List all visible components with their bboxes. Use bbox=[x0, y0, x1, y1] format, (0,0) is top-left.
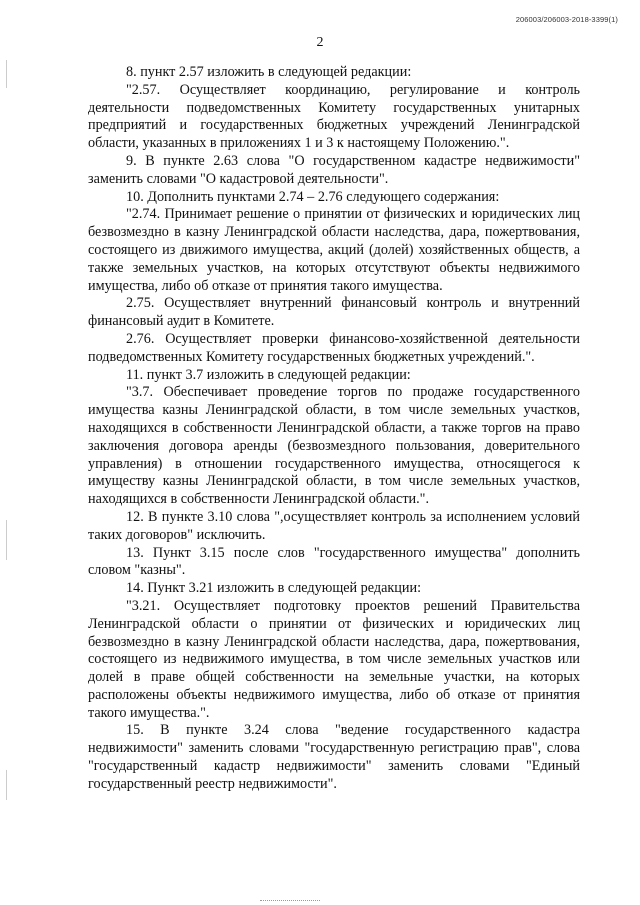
scan-bottom-mark bbox=[260, 900, 320, 903]
paragraph: "3.7. Обеспечивает проведение торгов по продаже государственного имущества казны Ленинградской области, в том числе земельных участков, находящихся в собственности Ленинградской области, а также торгов на право заключения договора аренды (безвозмездного пользования, доверительного управления) в отношении государственного имущества, относящегося к имуществу казны Ленинградской области, в том числе земельных участков, находящихся в собственности Ленинградской области.". bbox=[88, 384, 580, 508]
paragraph: 2.75. Осуществляет внутренний финансовый контроль и внутренний финансовый аудит в Комитете. bbox=[88, 295, 580, 330]
page-number: 2 bbox=[316, 35, 324, 50]
paragraph: 8. пункт 2.57 изложить в следующей редакции: bbox=[126, 64, 412, 80]
scan-edge-mark bbox=[6, 60, 7, 88]
scan-edge-mark bbox=[6, 770, 7, 800]
paragraph: 11. пункт 3.7 изложить в следующей редакции: bbox=[126, 366, 411, 383]
document-id: 206003/206003-2018-3399(1) bbox=[515, 15, 618, 24]
paragraph: 15. В пункте 3.24 слова "ведение государственного кадастра недвижимости" заменить словами "государственную регистрацию прав", слова "государственный кадастр недвижимости" заменить словами "Единый государственный реестр недвижимости". bbox=[88, 722, 580, 792]
paragraph: 12. В пункте 3.10 слова ",осуществляет контроль за исполнением условий таких договоров" исключить. bbox=[88, 508, 580, 543]
paragraph: 2.76. Осуществляет проверки финансово-хозяйственной деятельности подведомственных Комитету государственных бюджетных учреждений.". bbox=[88, 330, 580, 365]
paragraph: "2.57. Осуществляет координацию, регулирование и контроль деятельности подведомственных Комитету государственных унитарных предприятий и государственных бюджетных учреждений Ленинградской области, указанных в приложениях 1 и 3 к настоящему Положению.". bbox=[88, 81, 580, 152]
paragraph: 9. В пункте 2.63 слова "О государственном кадастре недвижимости" заменить словами "О кадастровой деятельности". bbox=[88, 152, 580, 187]
paragraph: 14. Пункт 3.21 изложить в следующей редакции: bbox=[126, 580, 422, 597]
paragraph: 10. Дополнить пунктами 2.74 – 2.76 следующего содержания: bbox=[126, 188, 500, 205]
paragraph: "3.21. Осуществляет подготовку проектов решений Правительства Ленинградской области о принятии от физических и юридических лиц безвозмездно в казну Ленинградской области наследства, дара, пожертвования, состоящего из недвижимого имущества, в том числе земельных участков или долей в праве общей собственности на земельные участки, на которых расположены объекты недвижимого имущества, либо об отказе от принятия такого имущества.". bbox=[88, 597, 580, 721]
paragraph: 13. Пункт 3.15 после слов "государственного имущества" дополнить словом "казны". bbox=[88, 544, 580, 579]
scan-edge-mark bbox=[6, 520, 7, 560]
document-body bbox=[88, 64, 580, 794]
paragraph: "2.74. Принимает решение о принятии от физических и юридических лиц безвозмездно в казну Ленинградской области наследства, дара, пожертвования, состоящего из движимого имущества, акций (долей) хозяйственных обществ, а также земельных участков, на которых отсутствуют объекты недвижимого имущества, либо об отказе от принятия такого имущества. bbox=[88, 206, 580, 294]
